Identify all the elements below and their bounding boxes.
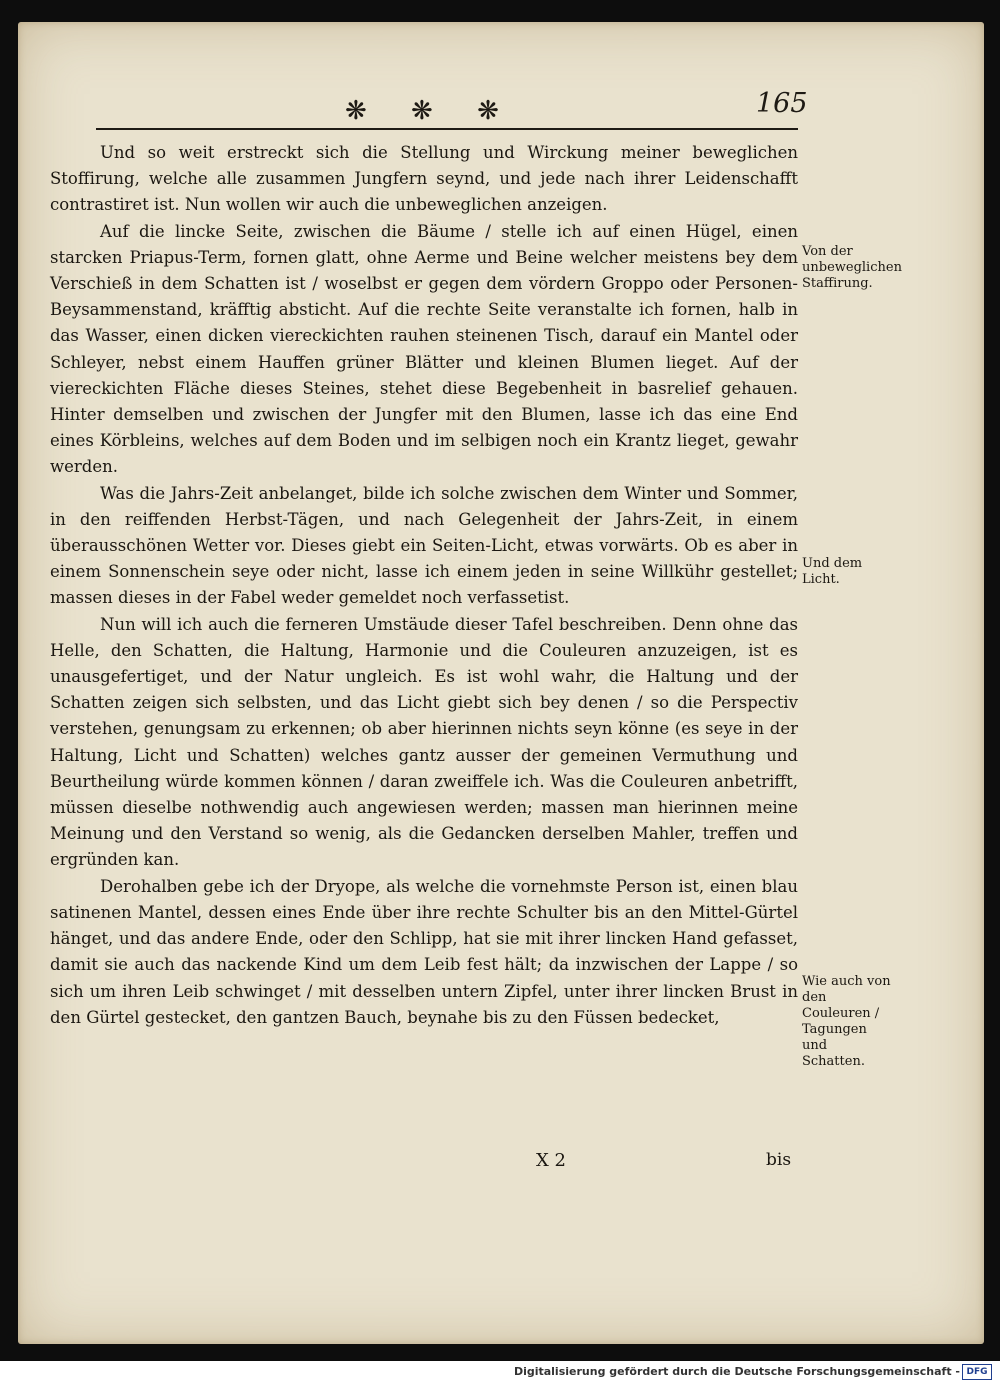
catchword: bis [766,1150,792,1170]
dfg-logo: DFG [962,1364,992,1380]
signature-mark: X 2 [536,1150,566,1171]
page-number: 165 [756,88,808,119]
paragraph-3: Was die Jahrs-Zeit anbelanget, bilde ich solche zwischen dem Winter und Sommer, in den reiffenden Herbst-Tägen, und nach Gelegenheit der Jahrs-Zeit, in einem überausschönen Wetter vor. Dieses giebt ein Seiten-Licht, etwas vorwärts. Ob es aber in einem Sonnenschein seye oder nicht, lasse ich einem jeden in seine Willkühr gestellet; massen dieses in der Fabel weder gemeldet noch verfassetist. [50,483,798,608]
paragraph-1: Und so weit erstreckt sich die Stellung und Wirckung meiner beweglichen Stoffirung, welche alle zusammen Jungfern seynd, und jede nach ihrer Leidenschafft contrastiret ist. Nun wollen wir auch die unbeweglichen anzeigen. [50,143,798,215]
margin-note-licht: Und dem Licht. [802,556,863,587]
header-ornaments: ❋ ❋ ❋ [345,96,517,126]
margin-note-staffirung: Von der unbeweglichen Staffirung. [802,244,902,291]
dfg-credit: Digitalisierung gefördert durch die Deutsche Forschungsgemeinschaft - [513,1365,960,1378]
paragraph-5: Derohalben gebe ich der Dryope, als welche die vornehmste Person ist, einen blau satinenen Mantel, dessen eines Ende über ihre rechte Schulter bis an den Mittel-Gürtel hänget, und das andere Ende, oder den Schlipp, hat sie mit ihrer lincken Hand gefasset, damit sie auch das nackende Kind um dem Leib fest hält; da inzwischen der Lappe / so sich um ihren Leib schwinget / mit desselben untern Zipfel, unter ihrer lincken Brust in den Gürtel gestecket, den gantzen Bauch, beynahe bis zu den Füssen bedecket, [50,876,798,1027]
paragraph-4: Nun will ich auch die ferneren Umstäude dieser Tafel beschreiben. Denn ohne das Helle, den Schatten, die Haltung, Harmonie und die Couleuren anzuzeigen, ist es unausgefertiget, und der Natur ungleich. Es ist wohl wahr, die Haltung und der Schatten zeigen sich selbsten, und das Licht giebt sich bey denen / so die Perspectiv verstehen, genungsam zu erkennen; ob aber hierinnen nichts seyn könne (es seye in der Haltung, Licht und Schatten) welches gantz ausser der gemeinen Vermuthung und Beurtheilung würde kommen können / daran zweiffele ich. Was die Couleuren anbetrifft, müssen dieselbe nothwendig auch angewiesen werden; massen man hierinnen meine Meinung und den Verstand so wenig, als die Gedancken derselben Mahler, treffen und ergründen kan. [50,614,798,870]
margin-note-couleuren: Wie auch von den Couleuren / Tagungen und Schatten. [802,974,891,1069]
paragraph-2: Auf die lincke Seite, zwischen die Bäume / stelle ich auf einen Hügel, einen starcken Priapus-Term, fornen glatt, ohne Aerme und Beine welcher meistens bey dem Verschieß in dem Schatten ist / woselbst er gegen dem vördern Groppo oder Personen-Beysammenstand, kräfftig absticht. Auf die rechte Seite veranstalte ich fornen, halb in das Wasser, einen dicken viereckichten rauhen steinenen Tisch, darauf ein Mantel oder Schleyer, nebst einem Hauffen grüner Blätter und kleinen Blumen lieget. Auf der viereckichten Fläche dieses Steines, stehet diese Begebenheit in basrelief gehauen. Hinter demselben und zwischen der Jungfer mit den Blumen, lasse ich das eine End eines Körbleins, welches auf dem Boden und im selbigen noch ein Krantz lieget, gewahr werden. [50,221,798,477]
body-text [50,140,798,1031]
header-rule [96,128,798,130]
digitization-footer [0,1361,1000,1383]
